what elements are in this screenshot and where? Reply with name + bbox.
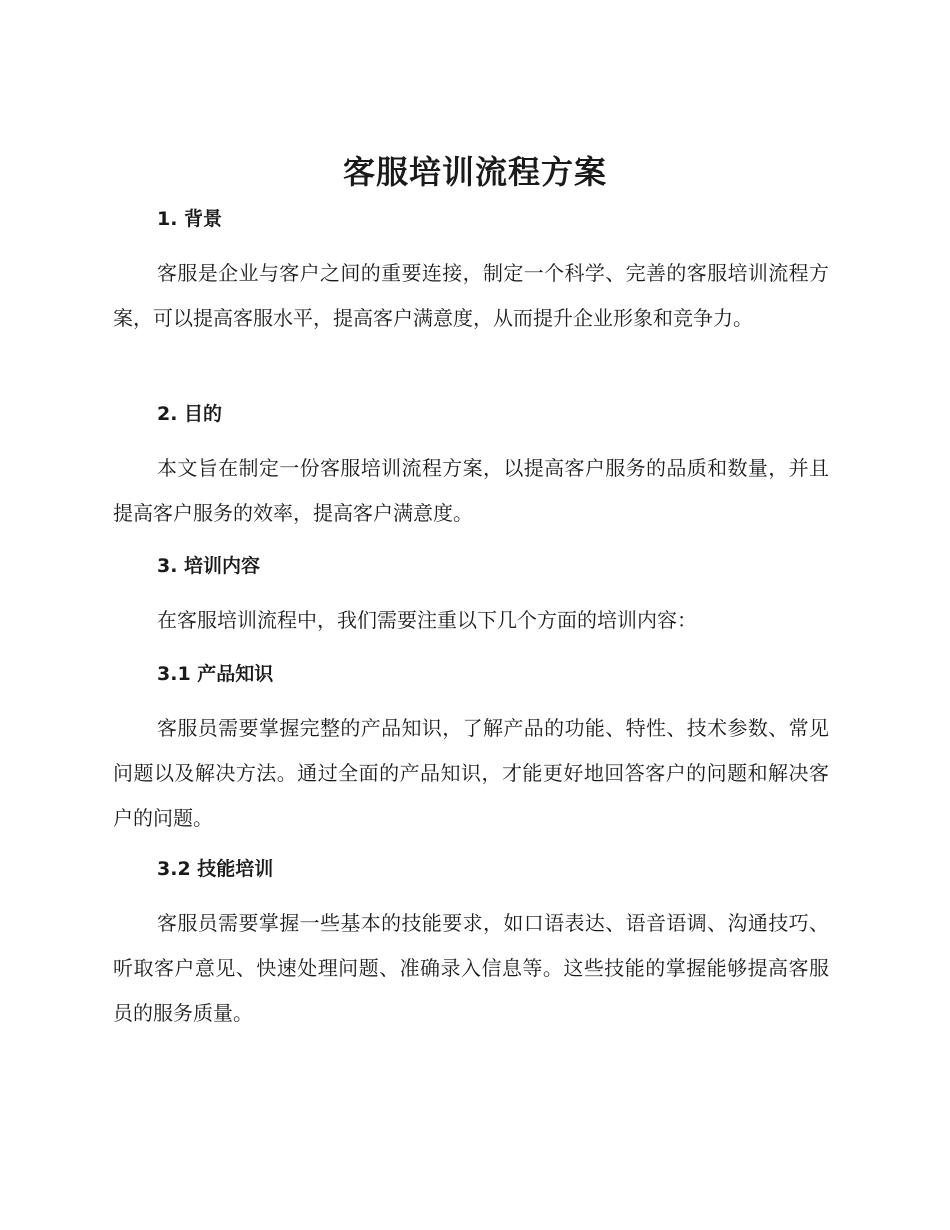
section-paragraph-background: 客服是企业与客户之间的重要连接，制定一个科学、完善的客服培训流程方案，可以提高客服水平，提高客户满意度，从而提升企业形象和竞争力。 xyxy=(113,261,829,330)
section-paragraph-product-knowledge: 客服员需要掌握完整的产品知识，了解产品的功能、特性、技术参数、常见问题以及解决方法。通过全面的产品知识，才能更好地回答客户的问题和解决客户的问题。 xyxy=(113,716,829,830)
section-heading-skills-training: 3.2 技能培训 xyxy=(157,858,274,880)
section-paragraph-training-content: 在客服培训流程中，我们需要注重以下几个方面的培训内容： xyxy=(157,608,697,632)
section-paragraph-purpose: 本文旨在制定一份客服培训流程方案，以提高客户服务的品质和数量，并且提高客户服务的效率，提高客户满意度。 xyxy=(113,456,829,525)
section-heading-purpose: 2. 目的 xyxy=(157,403,223,425)
section-heading-training-content: 3. 培训内容 xyxy=(157,555,261,577)
section-heading-background: 1. 背景 xyxy=(157,208,223,230)
section-paragraph-skills-training: 客服员需要掌握一些基本的技能要求，如口语表达、语音语调、沟通技巧、听取客户意见、快速处理问题、准确录入信息等。这些技能的掌握能够提高客服员的服务质量。 xyxy=(113,911,829,1025)
section-heading-product-knowledge: 3.1 产品知识 xyxy=(157,663,274,685)
document-title: 客服培训流程方案 xyxy=(342,153,607,191)
